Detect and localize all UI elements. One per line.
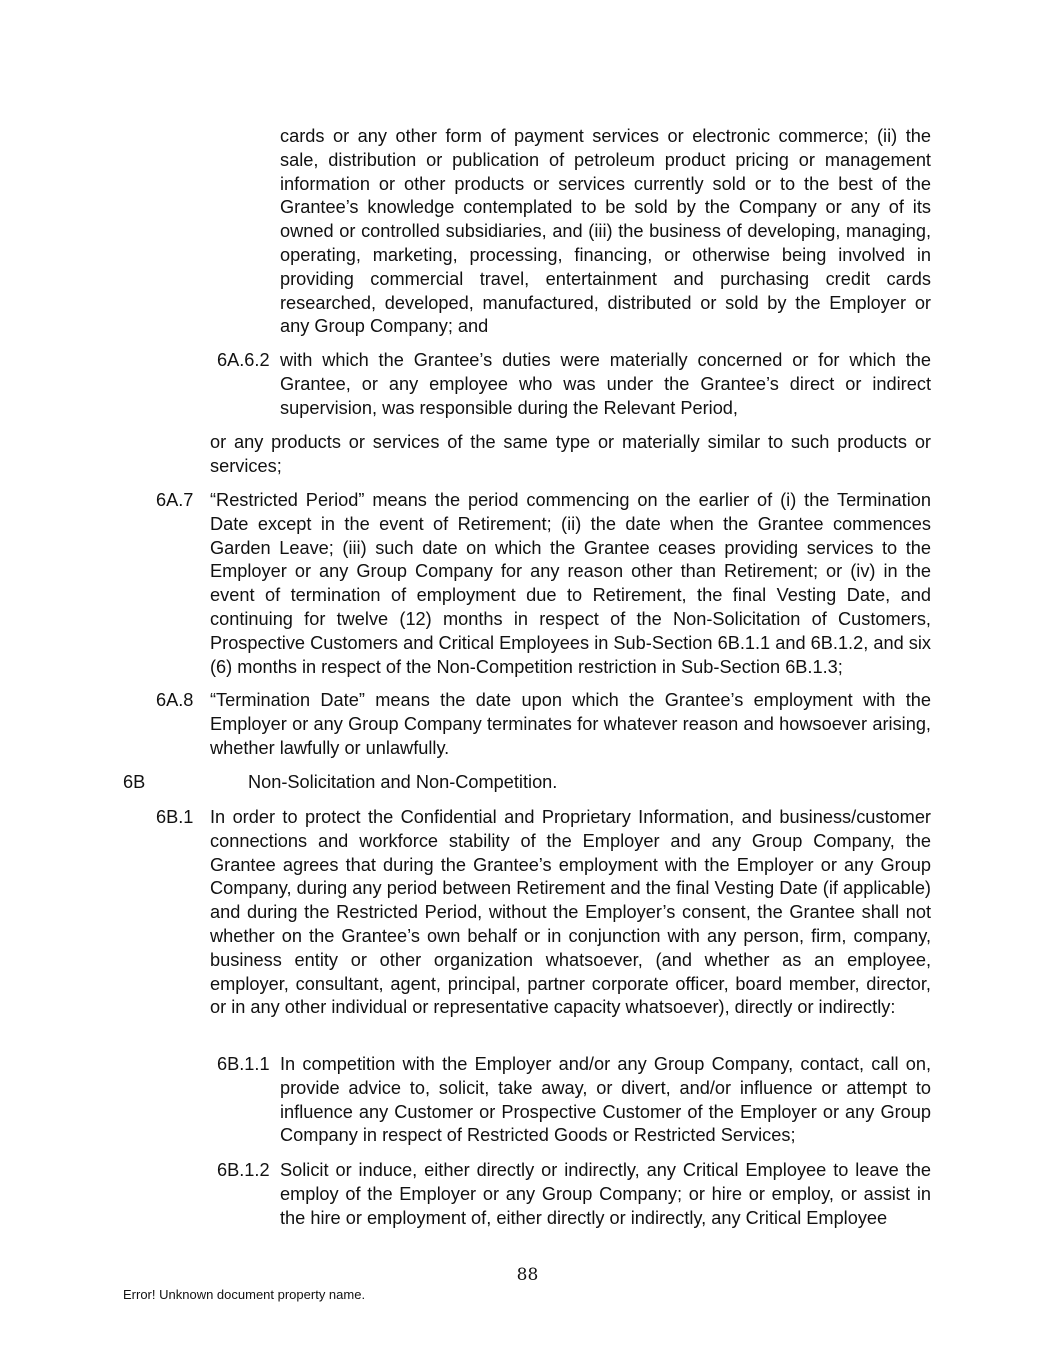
clause-6a7-number: 6A.7 xyxy=(156,490,194,510)
clause-6b1-text: In order to protect the Confidential and Proprietary Information, and business/customer connections and workforce stability of the Employer and any Group Company, the Grantee agrees that during the Grantee’s employment with the Employer or any Group Company, during any period between Retirement and the final Vesting Date (if applicable) and during the Restricted Period, without the Employer’s consent, the Grantee shall not whether on the Grantee’s own behalf or in conjunction with any person, firm, company, business entity or other organization whatsoever, (and whether as an employee, employer, consultant, agent, principal, partner corporate officer, board member, director, or in any other individual or representative capacity whatsoever), directly or indirectly: xyxy=(210,807,931,1018)
clause-6a6-2-text: with which the Grantee’s duties were materially concerned or for which the Grantee, or any employee who was under the Grantee’s direct or indirect supervision, was responsible during the Relevant Period, xyxy=(280,350,931,418)
clause-6a6-tail: or any products or services of the same type or materially similar to such products or services; xyxy=(210,432,931,476)
clause-6b1-2-text: Solicit or induce, either directly or indirectly, any Critical Employee to leave the employ of the Employer or any Group Company; or hire or employ, or assist in the hire or employment of, either directly or indirectly, any Critical Employee xyxy=(280,1160,931,1228)
clause-6b1-number: 6B.1 xyxy=(156,807,194,827)
section-6b-number: 6B xyxy=(123,772,146,792)
clause-6a8-number: 6A.8 xyxy=(156,690,194,710)
clause-6a8-text: “Termination Date” means the date upon which the Grantee’s employment with the Employer or any Group Company terminates for whatever reason and howsoever arising, whether lawfully or unlawfully. xyxy=(210,690,931,758)
section-6b-heading: Non-Solicitation and Non-Competition. xyxy=(248,772,558,792)
clause-6b1-2-number: 6B.1.2 xyxy=(217,1160,270,1180)
clause-6a6-2-number: 6A.6.2 xyxy=(217,350,270,370)
clause-6b1-1-text: In competition with the Employer and/or any Group Company, contact, call on, provide advice to, solicit, take away, or divert, and/or influence or attempt to influence any Customer or Prospective Customer of the Employer or any Group Company in respect of Restricted Goods or Restricted Services; xyxy=(280,1054,931,1146)
clause-6a6-1-continuation: cards or any other form of payment services or electronic commerce; (ii) the sale, distribution or publication of petroleum product pricing or management information or other products or services currently sold or to the best of the Grantee’s knowledge contemplated to be sold by the Company or any of its owned or controlled subsidiaries, and (iii) the business of developing, managing, operating, marketing, processing, financing, or otherwise being involved in providing commercial travel, entertainment and purchasing credit cards researched, developed, manufactured, distributed or sold by the Employer or any Group Company; and xyxy=(280,126,931,337)
clause-6a7-text: “Restricted Period” means the period commencing on the earlier of (i) the Termination Date except in the event of Retirement; (ii) the date when the Grantee commences Garden Leave; (iii) such date on which the Grantee ceases providing services to the Employer or any Group Company for any reason other than Retirement; or (iv) in the event of termination of employment due to Retirement, the final Vesting Date, and continuing for twelve (12) months in respect of the Non-Solicitation of Customers, Prospective Customers and Critical Employees in Sub-Section 6B.1.1 and 6B.1.2, and six (6) months in respect of the Non-Competition restriction in Sub-Section 6B.1.3; xyxy=(210,490,931,677)
clause-6b1-1-number: 6B.1.1 xyxy=(217,1054,270,1074)
page-number: 88 xyxy=(516,1265,539,1285)
footer-error-text: Error! Unknown document property name. xyxy=(123,1287,366,1302)
